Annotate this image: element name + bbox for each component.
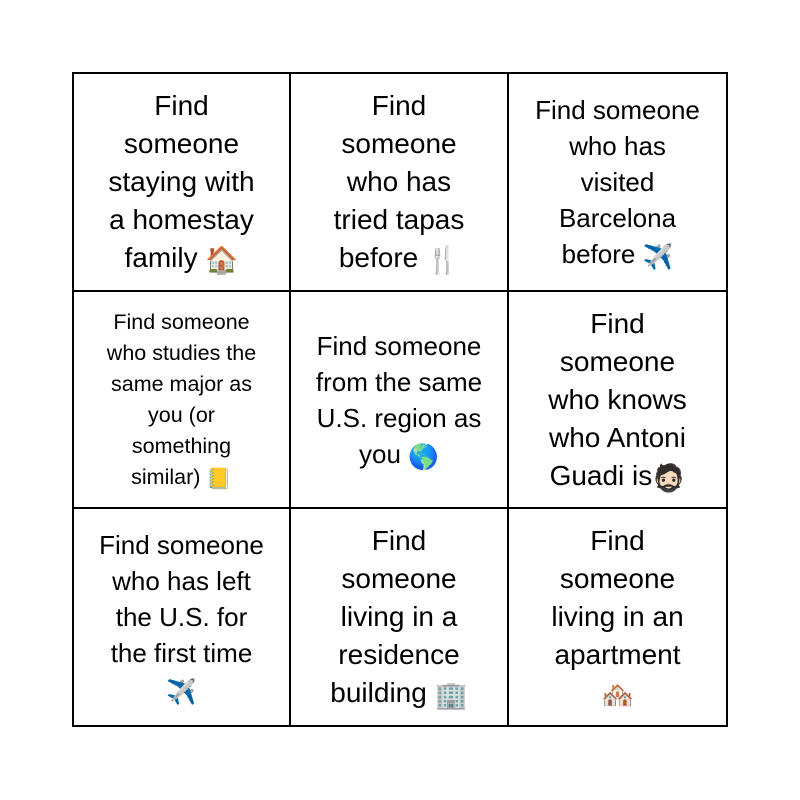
- cell-text: [535, 92, 700, 272]
- bingo-cell-apartment[interactable]: [509, 509, 726, 725]
- cell-label: Find someone living in an apartment: [551, 525, 684, 670]
- cell-label: Find someone from the same U.S. region as you: [315, 330, 483, 469]
- houses-icon: 🏘️: [600, 680, 635, 712]
- bingo-cell-us-region[interactable]: [291, 292, 509, 509]
- bearded-person-icon: 🧔🏻: [652, 462, 686, 494]
- cell-text: [107, 307, 256, 493]
- cell-text: [334, 87, 465, 277]
- bingo-cell-homestay[interactable]: [74, 74, 291, 292]
- cell-label: Find someone who studies the same major as you (or something similar): [106, 309, 257, 489]
- airplane-icon: ✈️: [642, 241, 674, 271]
- cell-label: Find someone staying with a homestay family: [108, 90, 255, 273]
- cell-label: Find someone who has visited Barcelona before: [535, 95, 700, 269]
- fork-knife-icon: 🍴: [426, 245, 460, 277]
- cell-text: [99, 527, 264, 707]
- cell-label: Find someone who has left the U.S. for the first time: [99, 530, 264, 668]
- notebook-icon: 📒: [206, 466, 232, 491]
- cell-text: [551, 522, 683, 712]
- bingo-cell-first-time-abroad[interactable]: [74, 509, 291, 725]
- bingo-cell-antoni-guadi[interactable]: [509, 292, 726, 509]
- cell-text: [548, 305, 687, 495]
- bingo-cell-residence-building[interactable]: [291, 509, 509, 725]
- bingo-cell-tapas[interactable]: [291, 74, 509, 292]
- bingo-cell-barcelona[interactable]: [509, 74, 726, 292]
- office-building-icon: 🏢: [434, 680, 468, 712]
- cell-text: [108, 87, 254, 277]
- cell-text: [316, 328, 482, 472]
- cell-text: [330, 522, 467, 712]
- globe-icon: 🌎: [408, 441, 439, 471]
- cell-label: Find someone who has tried tapas before: [333, 90, 465, 273]
- house-icon: 🏠: [205, 245, 239, 277]
- cell-label: Find someone who knows who Antoni Guadi is: [548, 307, 687, 491]
- airplane-icon: ✈️: [166, 676, 197, 706]
- bingo-board: [72, 72, 728, 727]
- bingo-cell-same-major[interactable]: [74, 292, 291, 509]
- cell-label: Find someone living in a residence building: [330, 525, 460, 708]
